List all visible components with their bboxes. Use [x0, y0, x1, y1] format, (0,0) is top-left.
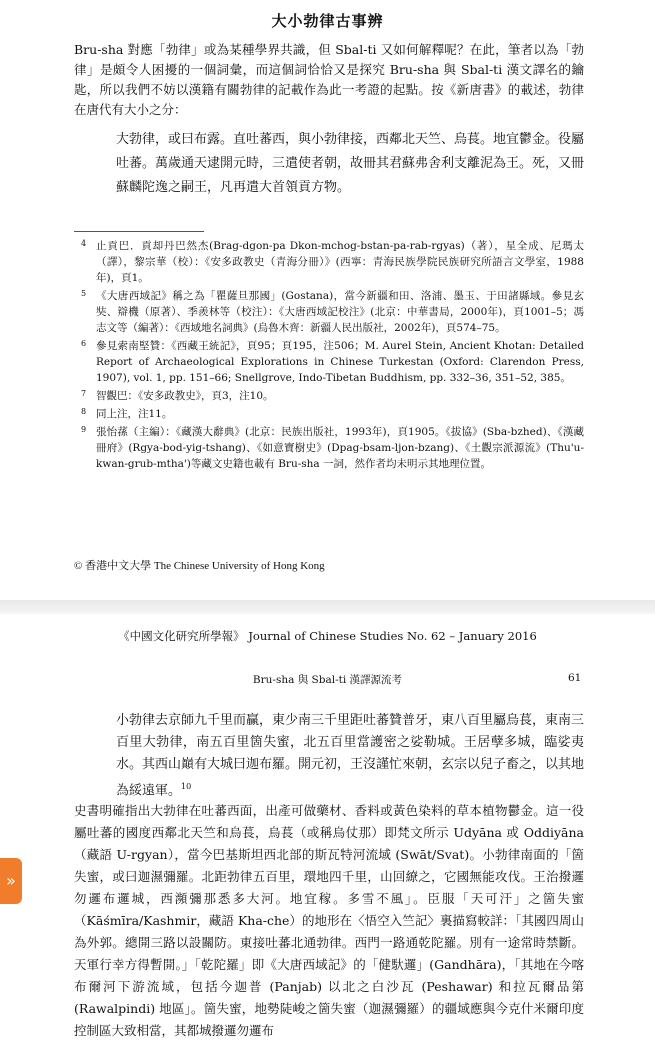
- footnote: 4 止貢巴．貢却丹巴然杰(Brag-dgon-pa Dkon-mchog-bstan-pa-rab-rgyas)（著），星全成、尼瑪太（譯），黎宗華（校）：《安多政教史（青海分冊）》(西寧：青海民族學院民族研究所語言文學室，1988年)，頁1。: [81, 239, 584, 284]
- copyright-notice: © 香港中文大學 The Chinese University of Hong Kong: [74, 560, 325, 572]
- block-quote: 大勃律，或曰布露。直吐蕃西，與小勃律接，西鄰北天竺、烏萇。地宜鬱金。役屬吐蕃。萬歲通天逮開元時，三遣使者朝，故冊其君蘇弗舍利支離泥為王。死，又冊蘇麟陀逸之嗣王，凡再遣大首領貢方物。: [116, 132, 585, 195]
- body-paragraph: 史書明確指出大勃律在吐蕃西面，出產可做藥材、香料或黃色染料的草本植物鬱金。這一役屬吐蕃的國度西鄰北天竺和烏萇，烏萇（或稱烏仗那）即梵文所示 Udyāna 或 Oddiyāna（藏語 U-rgyan），當今巴基斯坦西北部的斯瓦特河流域 (Swāt/Svat)。小勃律南面的「箇失蜜，或曰迦濕彌羅。北距勃律五百里，環地四千里，山回繚之，它國無能攻伐。王治撥邏勿邏布邏城，西瀕彌那悉多大河。地宜稼。多雪不風」。臣服「天可汗」之箇失蜜（Kāśmīra/Kashmir，藏語 Kha-che）的地形在〈悟空入竺記〉裏描寫較詳：「其國四周山為外郭。總開三路以設關防。東接吐蕃北通勃律。西門一路通乾陀羅。別有一途常時禁斷。天軍行幸方得暫開。」「乾陀羅」即《大唐西域記》的「健馱邏」(Gandhāra)，「其地在今喀布爾河下游流域，包括今迦普 (Panjab) 以北之白沙瓦 (Peshawar) 和拉瓦爾品第 (Rawalpindi) 地區」。箇失蜜，地勢陡峻之箇失蜜（迦濕彌羅）的疆域應與今克什米爾印度控制區大致相當，其都城撥邏勿邏布: [74, 803, 584, 1038]
- expand-sidebar-button[interactable]: »: [0, 858, 22, 904]
- block-quote: 小勃律去京師九千里而贏，東少南三千里距吐蕃贊普牙，東八百里屬烏萇，東南三百里大勃律，南五百里箇失蜜，北五百里當護密之娑勒城。王居孽多城，臨娑夷水。其西山巔有大城曰迦布羅。開元初，王沒謹忙來朝，玄宗以兒子畜之，以其地為綏遠軍。$^{10}$: [116, 713, 585, 799]
- footnote: 7 智觀巴：《安多政教史》，頁3，注10。: [81, 389, 274, 402]
- footnote: 9 張怡蓀（主編）：《藏漢大辭典》(北京：民族出版社，1993年)，頁1905。《拔協》(Sba-bzhed)、《漢藏冊府》(Rgya-bod-yig-tshang)、《如意寶樹史》(Dpag-bsam-ljon-bzang)、《土觀宗派源流》(Thu'u-kwan-grub-mtha')等藏文史籍也載有 Bru-sha 一詞，然作者均未明示其地理位置。: [81, 425, 584, 470]
- footnote: 6 參見索南堅贊：《西藏王統記》，頁95；頁195，注506；M. Aurel Stein, Ancient Khotan: Detailed Report of Archaeological Explorations in Chinese Turkestan (Oxford: Clarendon Press, 1907), vol. 1, pp. 151–66; Snellgrove, Indo-Tibetan Buddhism, pp. 332–36, 351–52, 385。: [81, 339, 584, 384]
- page-separator: [0, 600, 655, 614]
- footnotes: [74, 238, 584, 474]
- running-title: Bru-sha 與 Sbal-ti 漢譯源流考: [252, 674, 403, 686]
- footnote-marker: 10: [181, 782, 192, 791]
- footnote: 8 同上注，注11。: [81, 407, 173, 420]
- footnote: 5 《大唐西域記》稱之為「瞿薩旦那國」(Gostana)，當今新疆和田、洛浦、墨玉、于田諸縣域。參見玄奘、辯機（原著）、季羨林等（校注）：《大唐西域記校注》(北京：中華書局，2000年)，頁1001–5；馮志文等（編著）：《西域地名詞典》(烏魯木齊：新疆人民出版社，2002年)，頁574–75。: [81, 289, 584, 334]
- intro-paragraph: Bru-sha 對應「勃律」或為某種學界共識，但 Sbal-ti 又如何解釋呢？在此，筆者以為「勃律」是頗令人困擾的一個詞彙，而這個詞恰恰又是探究 Bru-sha 與 Sbal-ti 漢文譯名的鑰匙，所以我們不妨以漢籍有關勃律的記載作為此一考證的起點。按《新唐書》的載述，勃律在唐代有大小之分：: [74, 42, 584, 117]
- footnote-divider: [74, 231, 204, 232]
- journal-header: 《中國文化研究所學報》 Journal of Chinese Studies No. 62 – January 2016: [118, 629, 537, 643]
- page-title: 大小勃律古事辨: [271, 12, 384, 30]
- page-number: 61: [568, 672, 582, 684]
- page-two: [0, 614, 655, 1038]
